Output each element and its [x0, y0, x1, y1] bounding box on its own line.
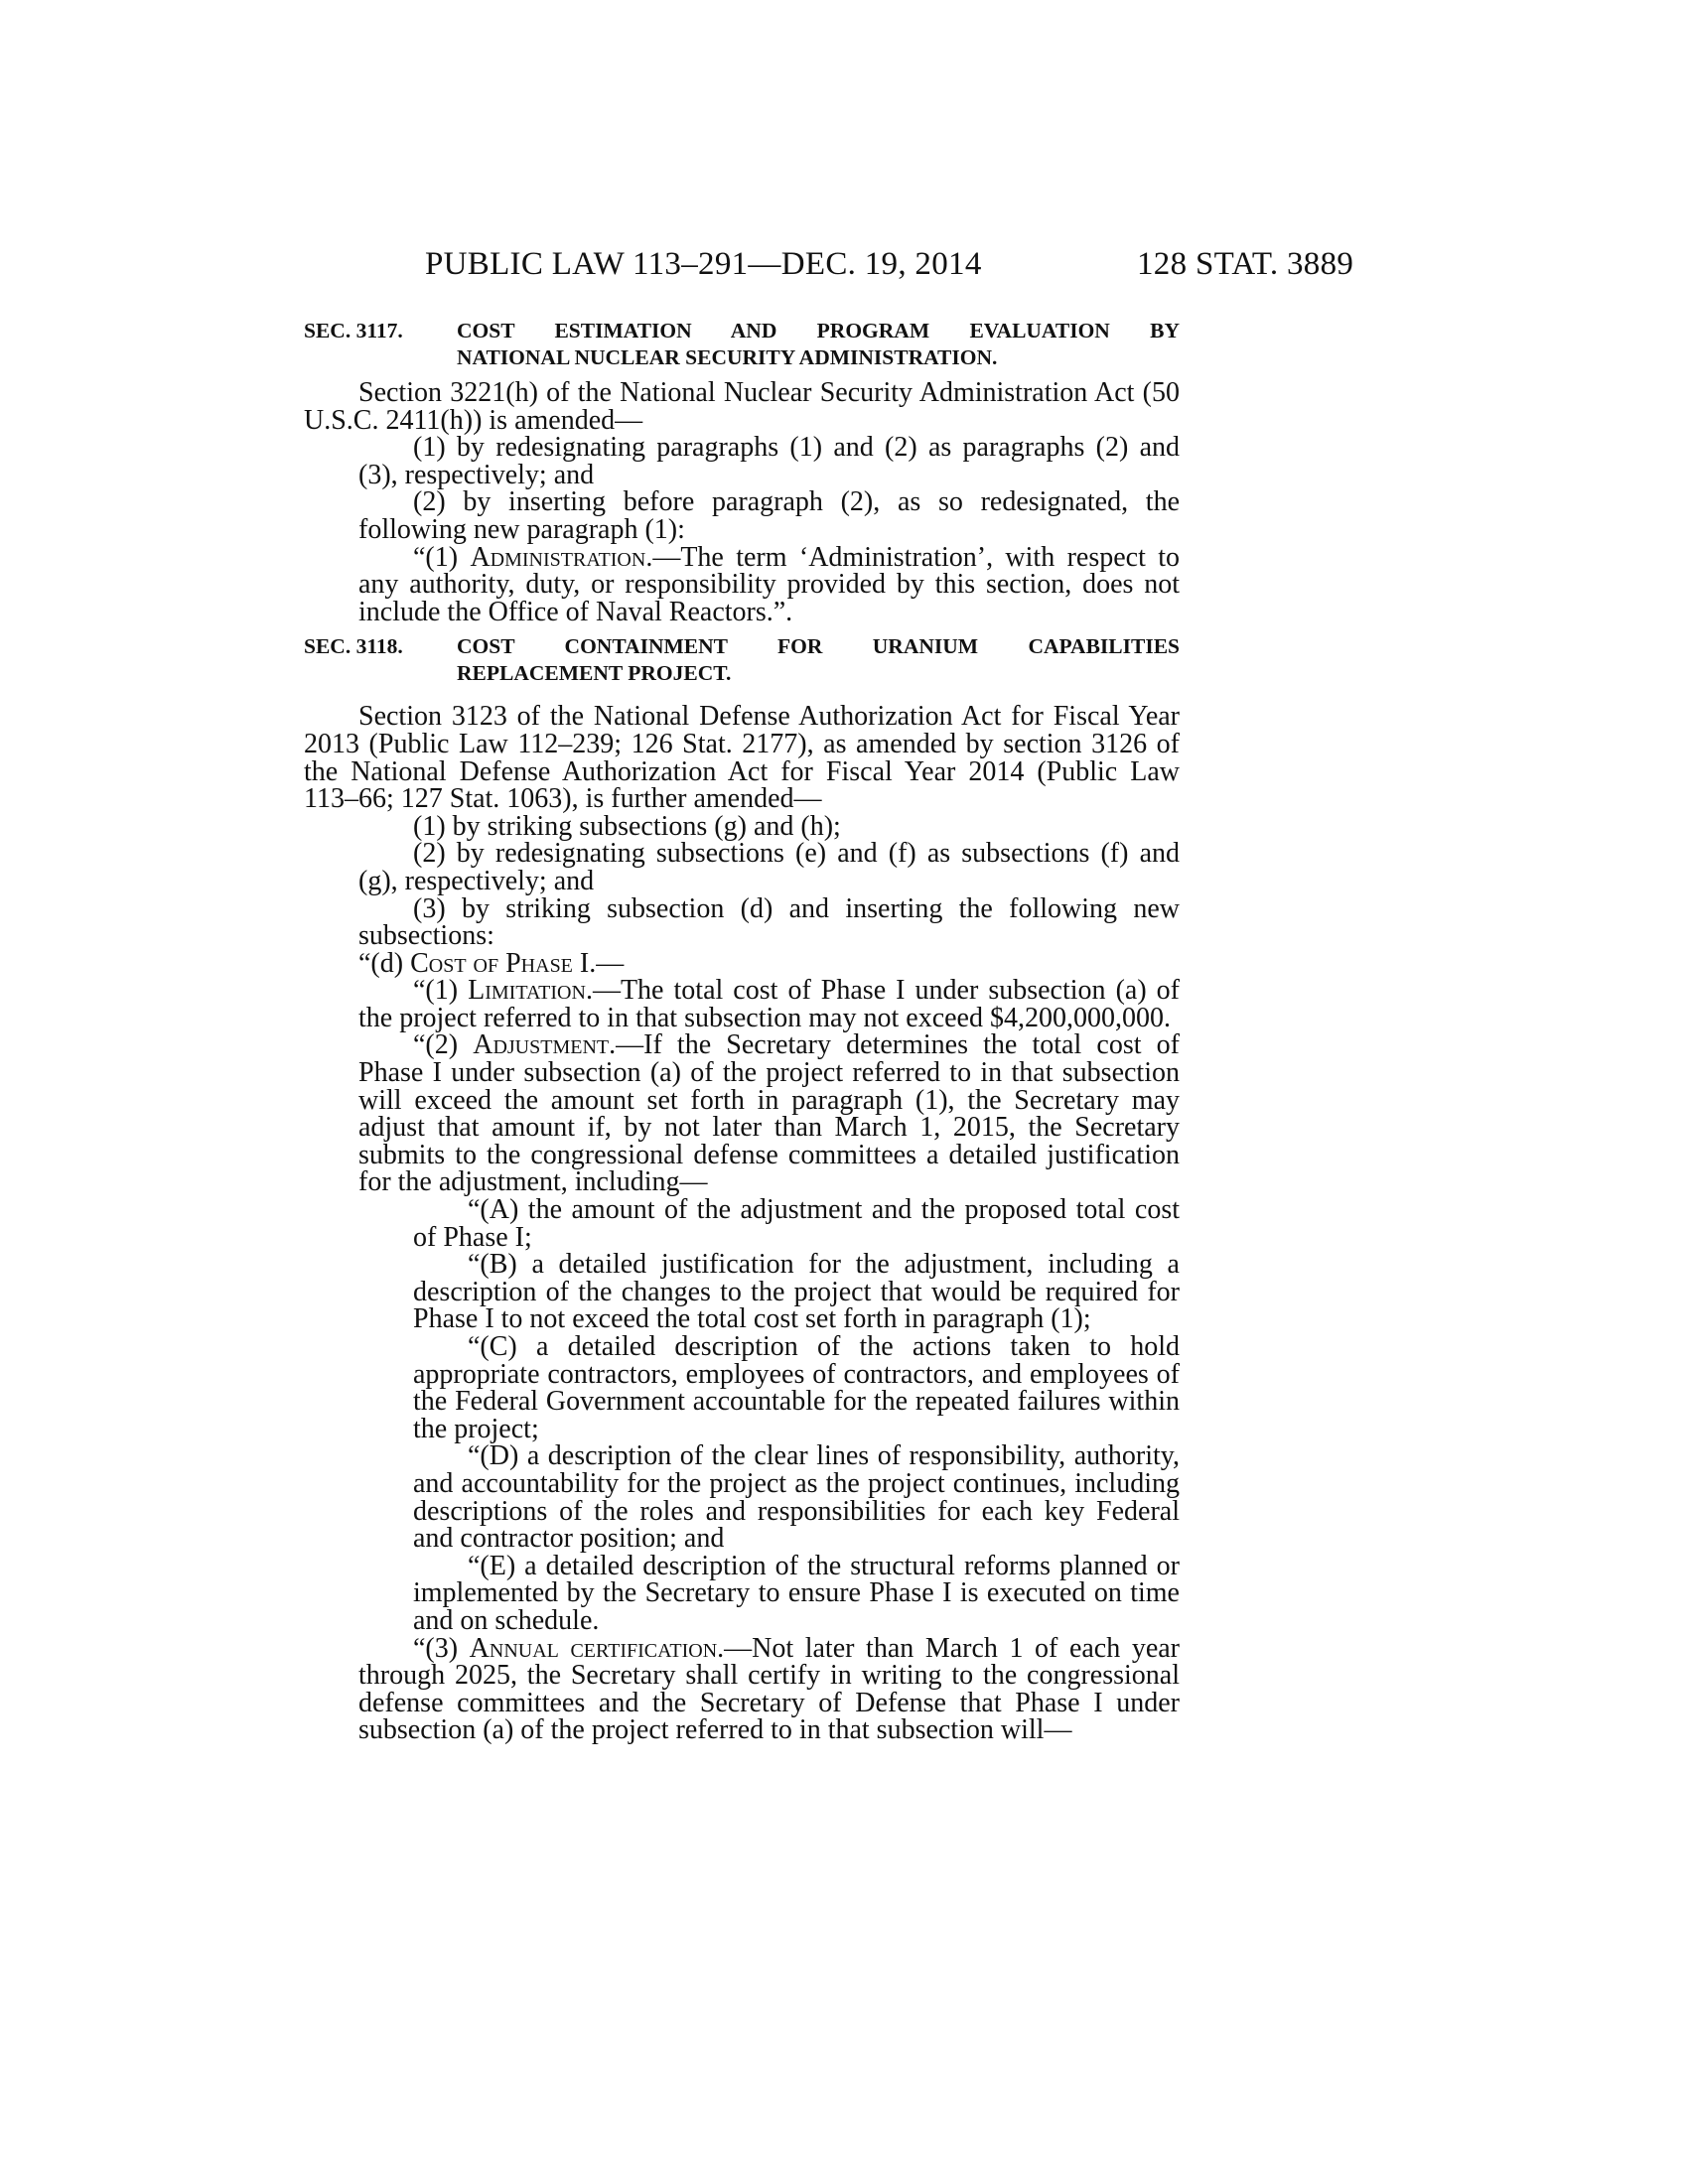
quoted-paragraph-number: “(1): [413, 541, 471, 573]
section-3117-quoted-paragraph: [304, 541, 1180, 627]
subsection-d-title: Cost of Phase I: [410, 947, 590, 979]
paragraph-2-title: Adjustment: [473, 1029, 610, 1061]
paragraph-2-number: “(2): [413, 1029, 474, 1061]
section-3117-intro: Section 3221(h) of the National Nuclear Security Administration Act (50 U.S.C. 2411(h)) is amended—: [304, 377, 1180, 436]
section-3117-heading-line1: COST ESTIMATION AND PROGRAM EVALUATION BY: [457, 319, 1180, 342]
paragraph-1-number: “(1): [413, 975, 469, 1007]
section-3118-number: SEC. 3118.: [304, 634, 403, 659]
paragraph-3-text: .—Not later than March 1 of each year through 2025, the Secretary shall certify in writing to the congressional defense committees and the Secretary of Defense that Phase I under subsection (a) of the project referred to in that subsection will—: [358, 1632, 1180, 1746]
header-title: PUBLIC LAW 113–291—DEC. 19, 2014: [425, 246, 982, 282]
subsection-d-heading: [304, 947, 1180, 979]
section-3118-item-3: (3) by striking subsection (d) and inserting the following new subsections:: [358, 892, 1180, 952]
section-3118-intro: Section 3123 of the National Defense Authorization Act for Fiscal Year 2013 (Public Law 112–239; 126 Stat. 2177), as amended by section 3126 of the National Defense Authorization Act for Fiscal Year 2014 (Public Law 113–66; 127 Stat. 1063), is further amended—: [304, 701, 1180, 815]
subparagraph-b: “(B) a detailed justification for the adjustment, including a description of the changes to the project that would be required for Phase I to not exceed the total cost set forth in paragraph (1);: [413, 1249, 1180, 1335]
paragraph-3-number: “(3): [413, 1632, 470, 1664]
section-3118-heading-line2: REPLACEMENT PROJECT.: [457, 661, 732, 686]
subsection-d-dash: .—: [589, 947, 625, 979]
paragraph-1-limitation: [304, 977, 1180, 1031]
subparagraph-d: “(D) a description of the clear lines of responsibility, authority, and accountability for the project as the project continues, including descriptions of the roles and responsibilities for each key Federal and contractor position; and: [413, 1440, 1180, 1555]
section-3117-item-1: (1) by redesignating paragraphs (1) and (2) as paragraphs (2) and (3), respectively; and: [358, 432, 1180, 490]
subparagraph-a: “(A) the amount of the adjustment and the proposed total cost of Phase I;: [413, 1194, 1180, 1253]
page-body: [304, 318, 1180, 1744]
paragraph-1-text: .—The total cost of Phase I under subsection (a) of the project referred to in that subsection may not exceed $4,200,000,000.: [358, 975, 1181, 1033]
paragraph-2-adjustment: [304, 1031, 1180, 1196]
section-3118-item-2: (2) by redesignating subsections (e) and (f) as subsections (f) and (g), respectively; and: [358, 838, 1180, 896]
subparagraph-c: “(C) a detailed description of the actions taken to hold appropriate contractors, employees of contractors, and employees of the Federal Government accountable for the repeated failures within the project;: [413, 1331, 1180, 1444]
paragraph-1-title: Limitation: [468, 975, 586, 1007]
paragraph-2-text: .—If the Secretary determines the total cost of Phase I under subsection (a) of the project referred to in that subsection will exceed the amount set forth in paragraph (1), the Secretary may adjust that amount if, by not later than March 1, 2015, the Secretary submits to the congressional defense committees a detailed justification for the adjustment, including—: [358, 1029, 1180, 1198]
section-3117-heading: [304, 318, 1180, 371]
quoted-paragraph-term: Administration: [470, 541, 646, 573]
quoted-paragraph-text: .—The term ‘Administration’, with respect to any authority, duty, or responsibility provided by this section, does not include the Office of Naval Reactors.”.: [358, 541, 1180, 627]
section-3118-heading: [304, 633, 1180, 687]
section-3117-number: SEC. 3117.: [304, 319, 403, 342]
paragraph-3-title: Annual certification: [469, 1632, 718, 1664]
paragraph-3-annual-certification: [304, 1632, 1180, 1746]
section-3118-heading-line1: COST CONTAINMENT FOR URANIUM CAPABILITIES: [457, 634, 1180, 659]
running-header: [0, 246, 1688, 286]
subparagraph-e: “(E) a detailed description of the structural reforms planned or implemented by the Secretary to ensure Phase I is executed on time and on schedule.: [413, 1550, 1180, 1636]
section-3117-heading-line2: NATIONAL NUCLEAR SECURITY ADMINISTRATION.: [457, 345, 998, 369]
section-3118-item-1: (1) by striking subsections (g) and (h);: [413, 810, 841, 842]
header-page-reference: 128 STAT. 3889: [1137, 246, 1354, 282]
section-3117-item-2: (2) by inserting before paragraph (2), as so redesignated, the following new paragraph (1):: [358, 486, 1180, 545]
subsection-d-label: “(d): [358, 947, 411, 979]
